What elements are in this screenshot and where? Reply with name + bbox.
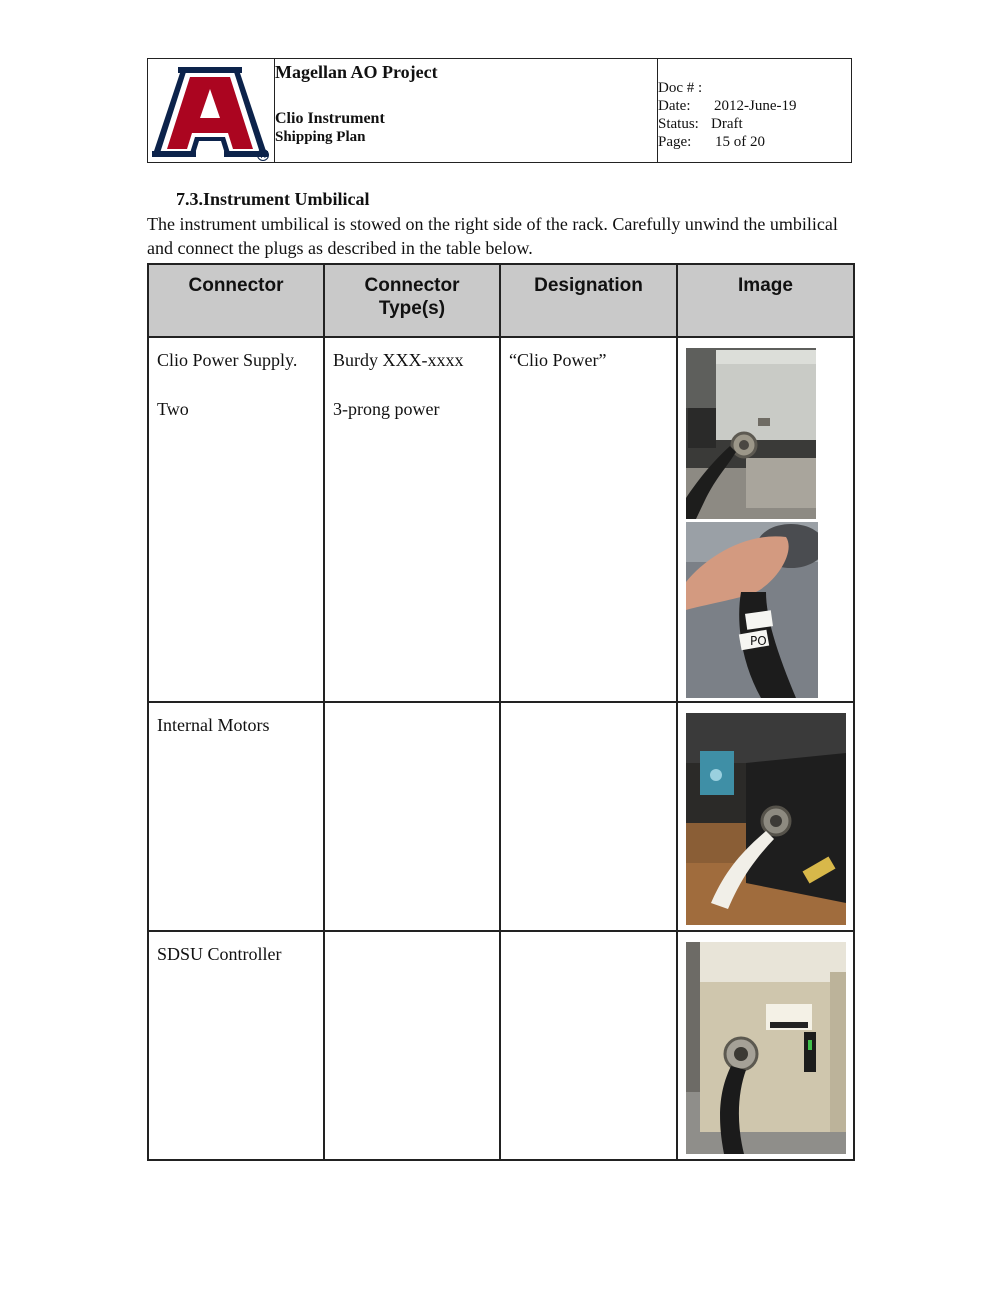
col-header-connector-type — [324, 264, 500, 337]
col-header-designation: Designation — [500, 264, 677, 337]
col-header-type-line2: Type(s) — [378, 298, 446, 319]
power-box-photo — [686, 348, 816, 519]
page-label: Page: — [658, 134, 692, 150]
cell-type — [324, 931, 500, 1160]
cell-designation — [500, 337, 677, 702]
page-row — [658, 133, 797, 151]
plan-title: Shipping Plan — [275, 129, 366, 145]
connector-count: Two — [157, 399, 189, 419]
logo-cell — [148, 59, 275, 162]
cell-designation — [500, 702, 677, 931]
title-cell — [275, 59, 658, 162]
instrument-title: Clio Instrument — [275, 110, 385, 127]
table-row — [148, 931, 854, 1160]
section-paragraph: The instrument umbilical is stowed on the right side of the rack. Carefully unwind the umbilical and connect the plugs as described in the table below. — [147, 214, 838, 258]
sdsu-controller-photo — [686, 942, 846, 1154]
cell-image — [677, 702, 854, 931]
date-value: 2012-June-19 — [714, 98, 797, 114]
labeled-cable-photo — [686, 522, 818, 698]
cell-type — [324, 702, 500, 931]
table-row — [148, 337, 854, 702]
connector-name: SDSU Controller — [157, 944, 282, 964]
date-row — [658, 97, 797, 115]
cell-image — [677, 931, 854, 1160]
cell-image — [677, 337, 854, 702]
cell-connector — [148, 931, 324, 1160]
section-heading: 7.3.Instrument Umbilical — [176, 189, 370, 209]
motor-connector-photo — [686, 713, 846, 925]
cell-connector — [148, 702, 324, 931]
connector-name: Clio Power Supply. — [157, 350, 298, 370]
connector-type: Burdy XXX-xxxx — [333, 350, 464, 370]
connector-name: Internal Motors — [157, 715, 270, 735]
doc-number-row — [658, 79, 797, 97]
cell-connector — [148, 337, 324, 702]
university-a-logo — [150, 63, 272, 161]
meta-cell — [658, 59, 851, 162]
document-meta — [658, 79, 797, 151]
doc-number-label: Doc # : — [658, 80, 703, 96]
status-row — [658, 115, 797, 133]
connector-type-extra: 3-prong power — [333, 399, 440, 419]
umbilical-table — [147, 263, 855, 1161]
col-header-connector: Connector — [148, 264, 324, 337]
registered-mark: R — [260, 151, 266, 160]
col-header-type-line1: Connector — [364, 275, 460, 296]
status-label: Status: — [658, 116, 699, 132]
cable-label-text: PO — [750, 634, 767, 648]
cell-type — [324, 337, 500, 702]
designation-text: “Clio Power” — [509, 350, 607, 370]
project-title: Magellan AO Project — [275, 62, 438, 82]
col-header-image: Image — [677, 264, 854, 337]
table-row — [148, 702, 854, 931]
table-header-row — [148, 264, 854, 337]
page-value: 15 of 20 — [715, 134, 765, 150]
cell-designation — [500, 931, 677, 1160]
status-value: Draft — [711, 116, 743, 132]
date-label: Date: — [658, 98, 691, 114]
document-header — [147, 58, 852, 163]
